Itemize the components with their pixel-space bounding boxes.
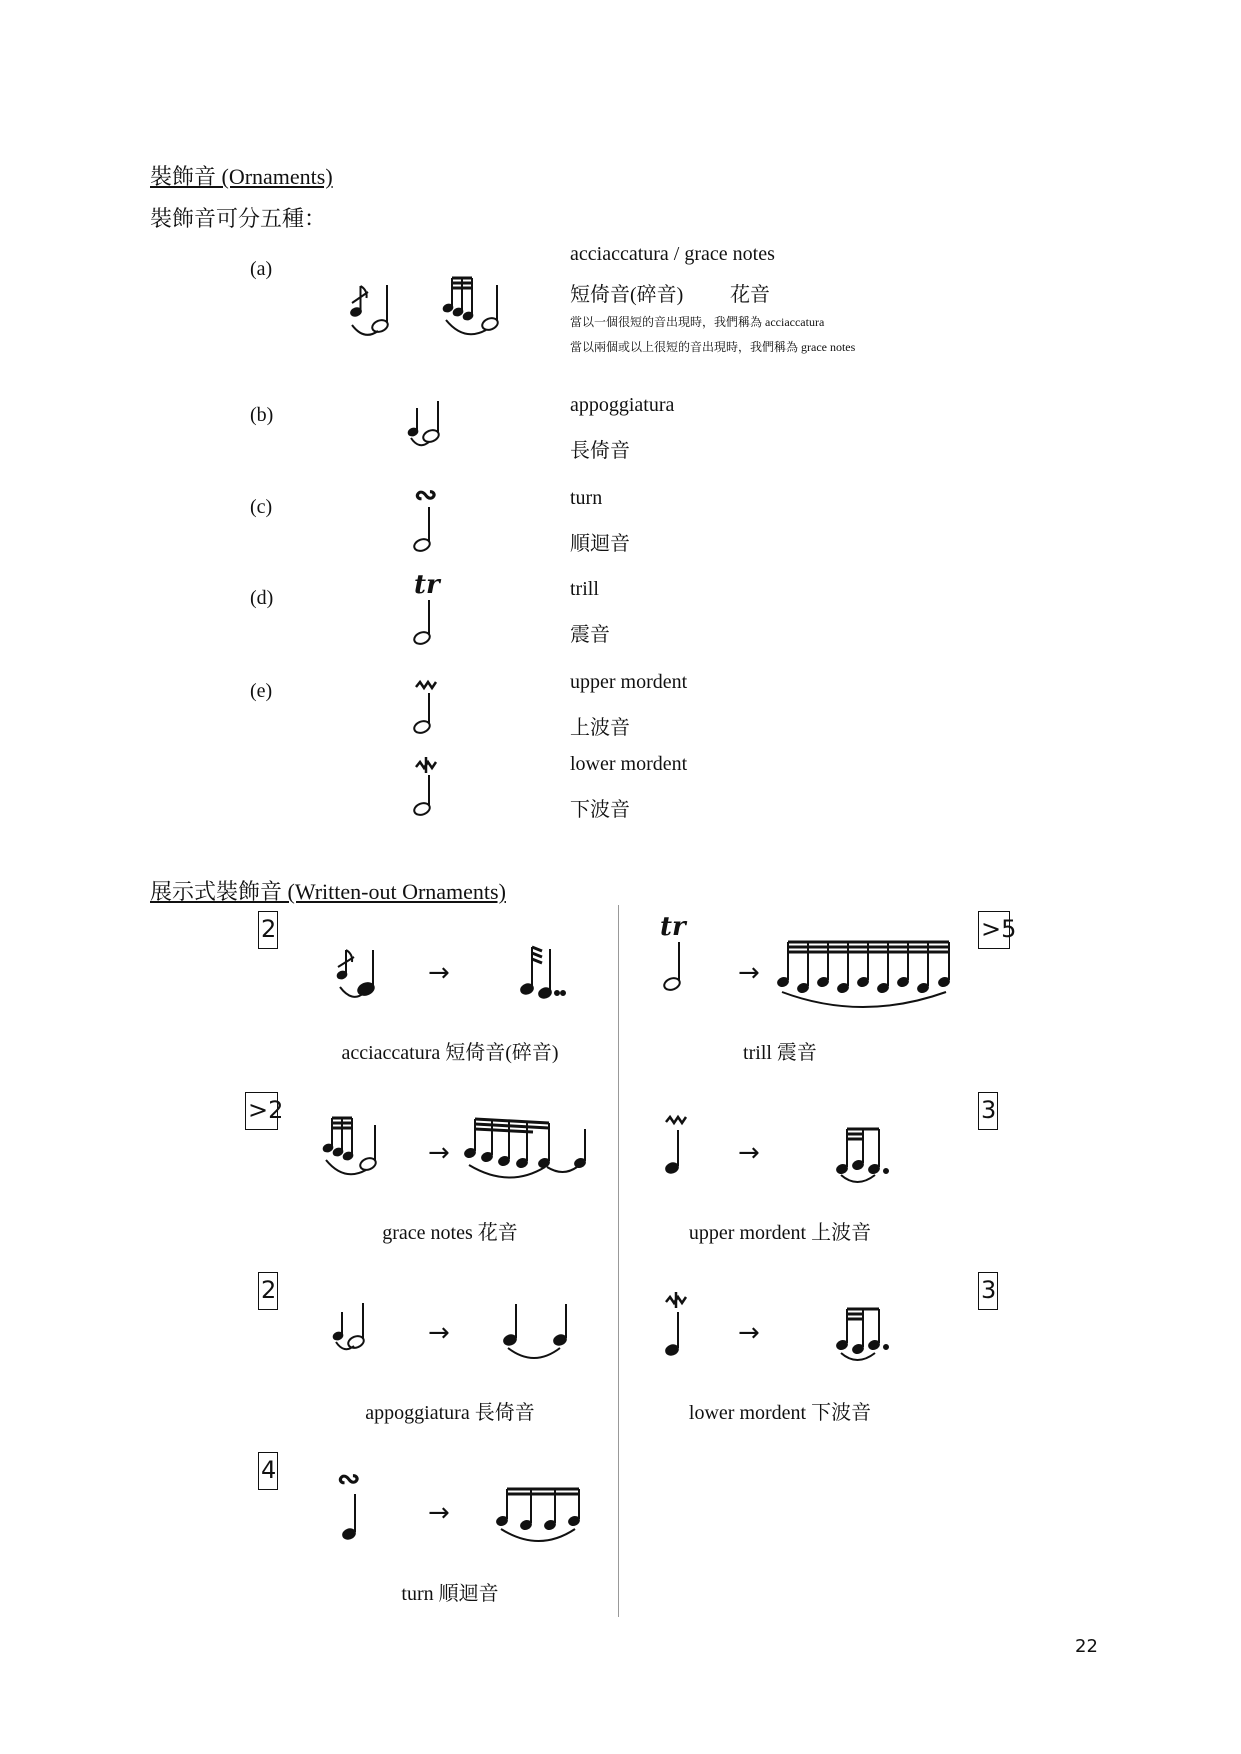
ornament-a-name: acciaccatura / grace notes xyxy=(570,243,775,265)
caption-upper-mordent: upper mordent 上波音 xyxy=(688,1222,872,1244)
appoggiatura-before xyxy=(330,1298,380,1358)
badge-grace-notes: >2 xyxy=(245,1092,278,1130)
upper-mordent-before xyxy=(660,1110,695,1180)
trill-icon: tr xyxy=(414,570,440,600)
ornament-e-chinese-upper: 上波音 xyxy=(570,717,630,739)
arrow-icon: → xyxy=(428,958,450,988)
arrow-icon: → xyxy=(428,1498,450,1528)
caption-acciaccatura: acciaccatura 短倚音(碎音) xyxy=(341,1042,559,1064)
trill-after-notes xyxy=(778,940,958,1010)
ornament-a-note-2: 當以兩個或以上很短的音出現時，我們稱為 grace notes xyxy=(570,340,856,354)
page-number: 22 xyxy=(1075,1636,1098,1657)
badge-lower-mordent: 3 xyxy=(978,1272,998,1310)
ornament-a-chinese-2: 花音 xyxy=(730,284,770,306)
arrow-icon: → xyxy=(738,1318,760,1348)
ornament-label-c: (c) xyxy=(250,496,273,518)
upper-mordent-notation xyxy=(410,675,445,735)
ornament-a-note-1: 當以一個很短的音出現時，我們稱為 acciaccatura xyxy=(570,315,825,329)
ornament-c-chinese: 順迴音 xyxy=(570,533,630,555)
ornament-label-d: (d) xyxy=(250,587,274,609)
caption-turn: turn 順迴音 xyxy=(401,1583,499,1605)
arrow-icon: → xyxy=(428,1138,450,1168)
appoggiatura-after xyxy=(498,1300,578,1360)
ornament-b-name: appoggiatura xyxy=(570,394,675,416)
trill-half-note-before xyxy=(660,940,690,995)
ornament-a-chinese: 短倚音(碎音) xyxy=(570,284,684,306)
trill-icon: tr xyxy=(660,912,686,942)
lower-mordent-notation xyxy=(410,755,445,817)
section-subtitle: 裝飾音可分五種： xyxy=(150,206,327,231)
arrow-icon: → xyxy=(738,958,760,988)
badge-turn: 4 xyxy=(258,1452,278,1490)
caption-lower-mordent: lower mordent 下波音 xyxy=(688,1402,872,1424)
badge-appoggiatura: 2 xyxy=(258,1272,278,1310)
turn-half-note xyxy=(410,505,440,555)
ornament-e-chinese-lower: 下波音 xyxy=(570,799,630,821)
ornament-e-name-upper: upper mordent xyxy=(570,671,688,693)
ornament-e-name-lower: lower mordent xyxy=(570,753,688,775)
turn-icon: ∾ xyxy=(337,1462,361,1495)
ornament-b-chinese: 長倚音 xyxy=(570,440,630,462)
ornament-c-name: turn xyxy=(570,487,603,509)
grace-notes-before xyxy=(320,1110,390,1185)
lower-mordent-after xyxy=(835,1305,915,1375)
column-divider xyxy=(618,905,619,1617)
caption-grace-notes: grace notes 花音 xyxy=(382,1222,518,1244)
turn-after xyxy=(495,1485,595,1555)
caption-appoggiatura: appoggiatura 長倚音 xyxy=(365,1402,535,1424)
ornament-label-e: (e) xyxy=(250,680,273,702)
grace-notes-after xyxy=(465,1115,595,1185)
acciaccatura-before xyxy=(330,935,390,1005)
badge-trill: >5 xyxy=(978,911,1010,949)
trill-half-note xyxy=(410,598,440,648)
badge-upper-mordent: 3 xyxy=(978,1092,998,1130)
acciaccatura-after xyxy=(515,935,585,1005)
upper-mordent-after xyxy=(835,1125,915,1195)
acciaccatura-notation xyxy=(340,270,410,345)
appoggiatura-notation xyxy=(405,398,455,453)
turn-icon: ∾ xyxy=(414,478,438,511)
caption-trill: trill 震音 xyxy=(743,1042,817,1064)
section-heading-ornaments: 裝飾音 (Ornaments) xyxy=(150,164,333,189)
turn-before xyxy=(337,1490,367,1545)
ornament-d-name: trill xyxy=(570,578,599,600)
ornament-label-a: (a) xyxy=(250,258,273,280)
arrow-icon: → xyxy=(428,1318,450,1348)
ornament-label-b: (b) xyxy=(250,404,274,426)
section-heading-written-out: 展示式裝飾音 (Written-out Ornaments) xyxy=(150,879,506,904)
ornament-d-chinese: 震音 xyxy=(570,624,610,646)
grace-notes-notation xyxy=(440,270,510,345)
badge-acciaccatura: 2 xyxy=(258,911,278,949)
lower-mordent-before xyxy=(660,1290,695,1362)
arrow-icon: → xyxy=(738,1138,760,1168)
